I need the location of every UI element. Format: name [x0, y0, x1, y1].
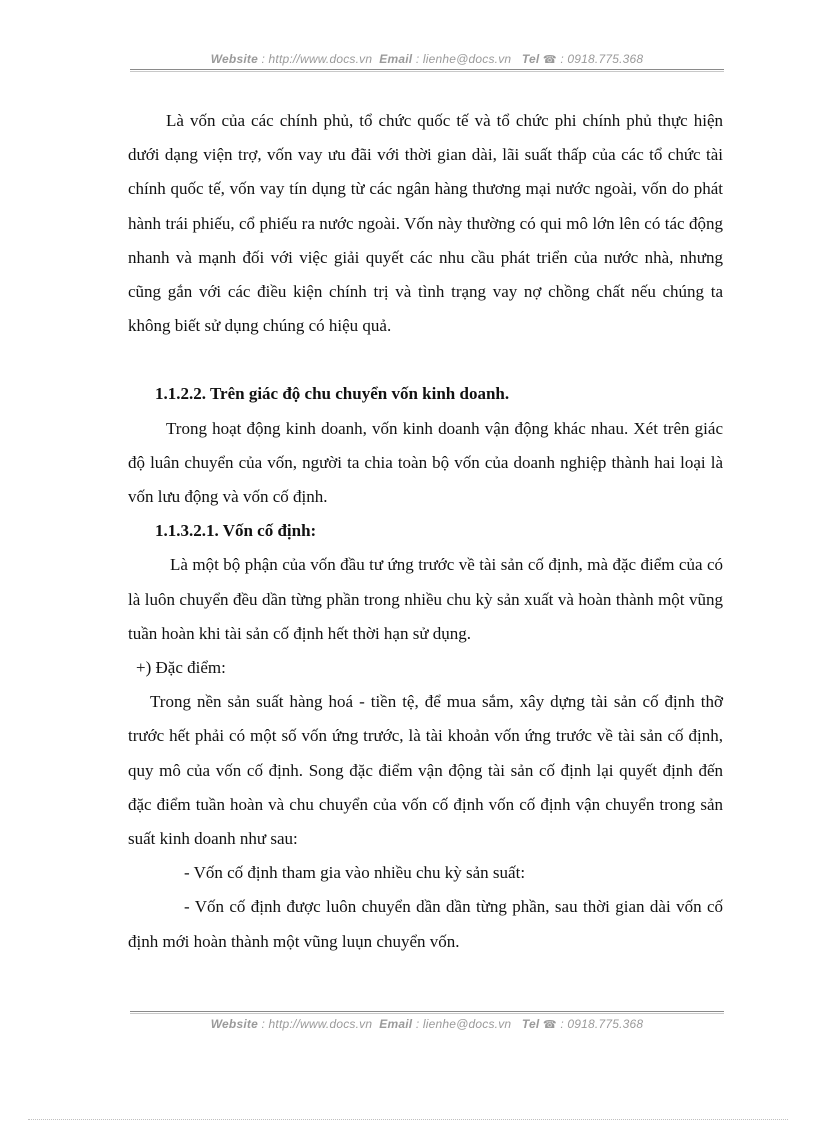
header-rule [130, 69, 724, 72]
section-heading-capital-circulation: 1.1.2.2. Trên giác độ chu chuyển vốn kinh doanh. [155, 384, 510, 404]
page-bottom-edge [28, 1119, 788, 1120]
footer-tel-label: Tel [521, 1017, 540, 1031]
phone-icon: ☎ [542, 54, 557, 66]
section-heading-fixed-capital: 1.1.3.2.1. Vốn cố định: [155, 521, 317, 541]
footer-email-label: Email [379, 1017, 413, 1031]
footer-tel-value: : 0918.775.368 [556, 1017, 644, 1031]
footer-website-label: Website [210, 1017, 258, 1031]
paragraph-characteristics-label: +) Đặc điểm: [136, 658, 226, 678]
page-footer [130, 1017, 724, 1032]
footer-email-link[interactable]: : lienhe@docs.vn [412, 1017, 512, 1031]
header-email-link[interactable]: : lienhe@docs.vn [412, 52, 512, 66]
header-website-link[interactable]: : http://www.docs.vn [257, 52, 373, 66]
document-body [128, 104, 723, 959]
paragraph-fixed-capital-definition: Là một bộ phận của vốn đầu tư ứng trước về tài sản cố định, mà đặc điểm của có là luôn chuyển đều dần từng phần trong nhiều chu kỳ sản xuất và hoàn thành một vũng tuần hoàn khi tài sản cố định hết thời hạn sử dụng. [128, 555, 723, 643]
paragraph-characteristics: Trong nền sản suất hàng hoá - tiền tệ, để mua sắm, xây dựng tài sản cố định thỡ trước hết phải có một số vốn ứng trước, là tài khoản vốn ứng trước về tài sản cố định, quy mô của vốn cố định. Song đặc điểm vận động tài sản cố định lại quyết định đến đặc điểm tuần hoàn và chu chuyển của vốn cố định vốn cố định vận chuyển trong sản suất kinh doanh như sau: [128, 692, 723, 849]
paragraph-capital-classification: Trong hoạt động kinh doanh, vốn kinh doanh vận động khác nhau. Xét trên giác độ luân chuyển của vốn, người ta chia toàn bộ vốn của doanh nghiệp thành hai loại là vốn lưu động và vốn cố định. [128, 418, 723, 507]
footer-rule [130, 1011, 724, 1014]
page-header [130, 52, 724, 67]
footer-website-link[interactable]: : http://www.docs.vn [257, 1017, 373, 1031]
header-email-label: Email [379, 52, 413, 66]
list-item: - Vốn cố định được luôn chuyển dần dần từng phần, sau thời gian dài vốn cố định mới hoàn thành một vũng luụn chuyển vốn. [128, 897, 723, 951]
header-tel-value: : 0918.775.368 [556, 52, 644, 66]
header-website-label: Website [210, 52, 258, 66]
paragraph-spacer [128, 343, 723, 377]
phone-icon: ☎ [542, 1019, 557, 1031]
list-item: - Vốn cố định tham gia vào nhiều chu kỳ sản suất: [184, 863, 526, 883]
paragraph-foreign-capital: Là vốn của các chính phủ, tổ chức quốc tế và tổ chức phi chính phủ thực hiện dưới dạng viện trợ, vốn vay ưu đãi với thời gian dài, lãi suất thấp của các tổ chức tài chính quốc tế, vốn vay tín dụng từ các ngân hàng thương mại nước ngoài, vốn do phát hành trái phiếu, cổ phiếu ra nước ngoài. Vốn này thường có qui mô lớn lên có tác động nhanh và mạnh đối với việc giải quyết các nhu cầu phát triển của nước nhà, nhưng cũng gắn với các điều kiện chính trị và tình trạng vay nợ chồng chất nếu chúng ta không biết sử dụng chúng có hiệu quả. [128, 111, 723, 336]
header-tel-label: Tel [521, 52, 540, 66]
